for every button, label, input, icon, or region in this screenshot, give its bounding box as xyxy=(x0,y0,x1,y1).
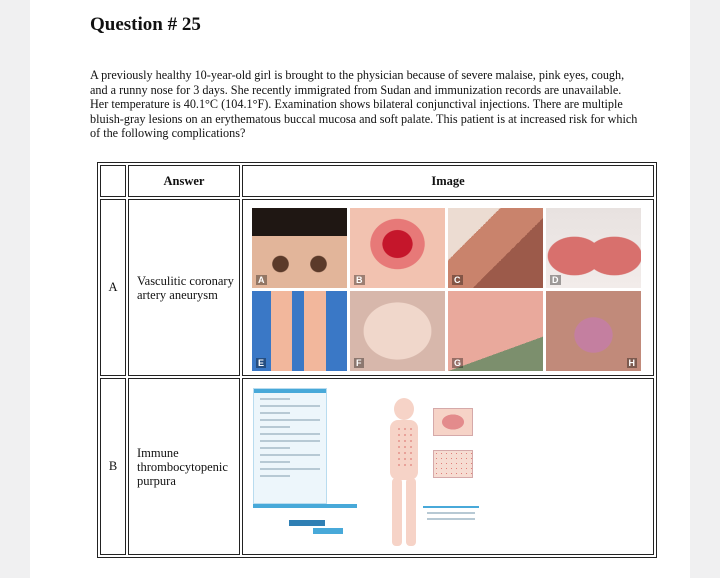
course-of-disease-diagram xyxy=(253,504,357,550)
option-text: Vasculitic coronary artery aneurysm xyxy=(128,199,240,376)
photo-label: A xyxy=(258,274,265,285)
rash-inset-illustration xyxy=(433,450,473,478)
image-header: Image xyxy=(242,165,654,197)
clinical-photo-grid xyxy=(252,208,653,371)
course-header-bar xyxy=(253,504,357,508)
photo-label: F xyxy=(356,357,362,368)
option-letter: B xyxy=(100,378,126,555)
mouth-inset-illustration xyxy=(433,408,473,436)
answer-row-a[interactable] xyxy=(100,199,654,376)
photo-feet xyxy=(252,291,347,371)
infographic-summary-card xyxy=(253,388,327,504)
photo-label: G xyxy=(454,357,462,368)
card-header-bar xyxy=(254,389,326,393)
photo-label: B xyxy=(356,274,363,285)
image-cell xyxy=(242,199,654,376)
answer-table xyxy=(97,162,657,558)
further-header-bar xyxy=(423,506,479,508)
further-symptoms-box xyxy=(423,506,479,536)
timeline-bar xyxy=(289,520,325,526)
photo-label: E xyxy=(258,357,265,368)
timeline-bar xyxy=(313,528,343,534)
question-page xyxy=(30,0,690,578)
photo-label: H xyxy=(628,357,635,368)
question-stem: A previously healthy 10-year-old girl is brought to the physician because of severe malaise, pink eyes, cough, and a runny nose for 3 days. She recently immigrated from Sudan and immunization records are unavailable. Her temperature is 40.1°C (104.1°F). Examination shows bilateral conjunctival injections. There are multiple bluish-gray lesions on an erythematous buccal mucosa and soft palate. This patient is at increased risk for which of the following complications? xyxy=(90,68,638,141)
photo-groin xyxy=(546,291,641,371)
image-cell xyxy=(242,378,654,555)
table-header-row xyxy=(100,165,654,197)
photo-label: D xyxy=(552,274,559,285)
answer-row-b[interactable] xyxy=(100,378,654,555)
photo-palms xyxy=(546,208,641,288)
photo-label: C xyxy=(454,274,461,285)
rubella-infographic xyxy=(247,382,651,554)
answer-header: Answer xyxy=(128,165,240,197)
photo-skin-rash xyxy=(448,291,543,371)
header-blank-cell xyxy=(100,165,126,197)
question-title: Question # 25 xyxy=(90,14,201,35)
option-letter: A xyxy=(100,199,126,376)
photo-fingertips xyxy=(350,291,445,371)
photo-eyes xyxy=(252,208,347,288)
photo-tongue xyxy=(350,208,445,288)
option-text: Immune thrombocytopenic purpura xyxy=(128,378,240,555)
photo-perineum xyxy=(448,208,543,288)
child-body-illustration xyxy=(382,390,426,550)
